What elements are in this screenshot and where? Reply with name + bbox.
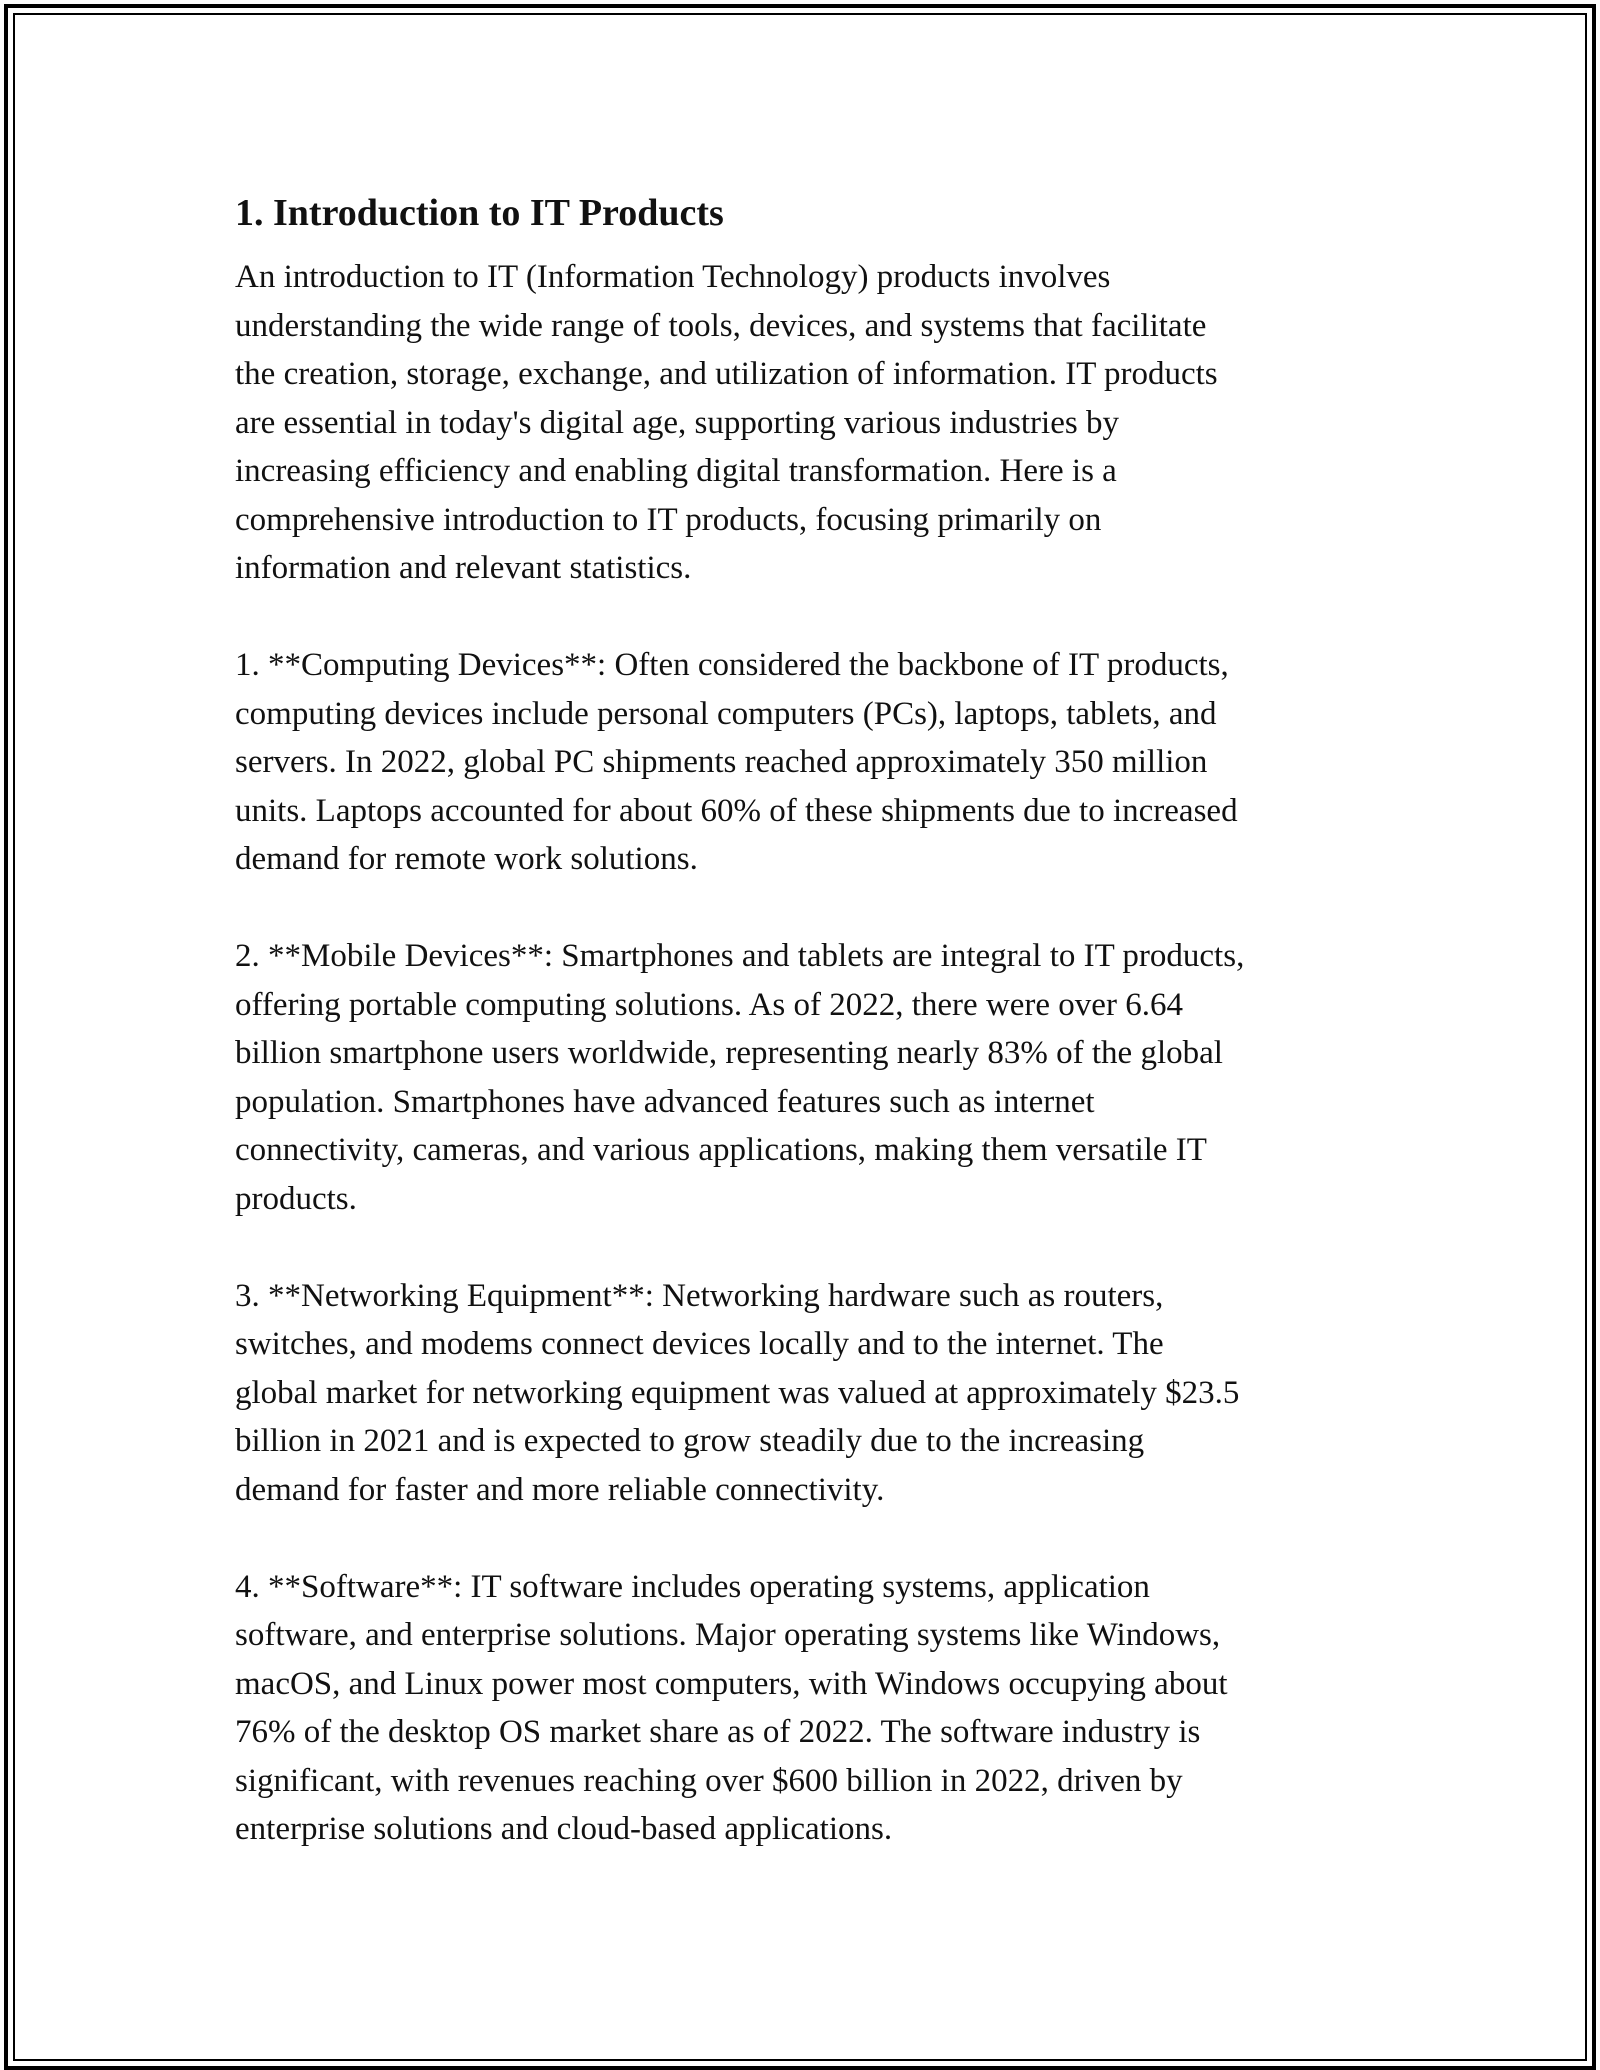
section-heading: 1. Introduction to IT Products <box>235 192 724 234</box>
networking-equipment-paragraph: 3. **Networking Equipment**: Networking hardware such as routers, switches, and modems connect devices locally and to the internet. The global market for networking equipment was valued at approximately $23.5 billion in 2021 and is expected to grow steadily due to the increasing demand for faster and more reliable connectivity. <box>235 1277 1240 1508</box>
software-paragraph: 4. **Software**: IT software includes operating systems, application software, and enterprise solutions. Major operating systems like Windows, macOS, and Linux power most computers, with Windows occupying about 76% of the desktop OS market share as of 2022. The software industry is significant, with revenues reaching over $600 billion in 2022, driven by enterprise solutions and cloud-based applications. <box>235 1568 1228 1847</box>
computing-devices-paragraph: 1. **Computing Devices**: Often considered the backbone of IT products, computing devices include personal computers (PCs), laptops, tablets, and servers. In 2022, global PC shipments reached approximately 350 million units. Laptops accounted for about 60% of these shipments due to increased demand for remote work solutions. <box>235 647 1238 877</box>
mobile-devices-paragraph: 2. **Mobile Devices**: Smartphones and tablets are integral to IT products, offering portable computing solutions. As of 2022, there were over 6.64 billion smartphone users worldwide, representing nearly 83% of the global population. Smartphones have advanced features such as internet connectivity, cameras, and various applications, making them versatile IT products. <box>235 938 1245 1217</box>
intro-paragraph: An introduction to IT (Information Technology) products involves understanding the wide range of tools, devices, and systems that facilitate the creation, storage, exchange, and utilization of information. IT products are essential in today's digital age, supporting various industries by increasing efficiency and enabling digital transformation. Here is a comprehensive introduction to IT products, focusing primarily on information and relevant statistics. <box>235 259 1218 586</box>
document-body <box>235 185 1365 1854</box>
